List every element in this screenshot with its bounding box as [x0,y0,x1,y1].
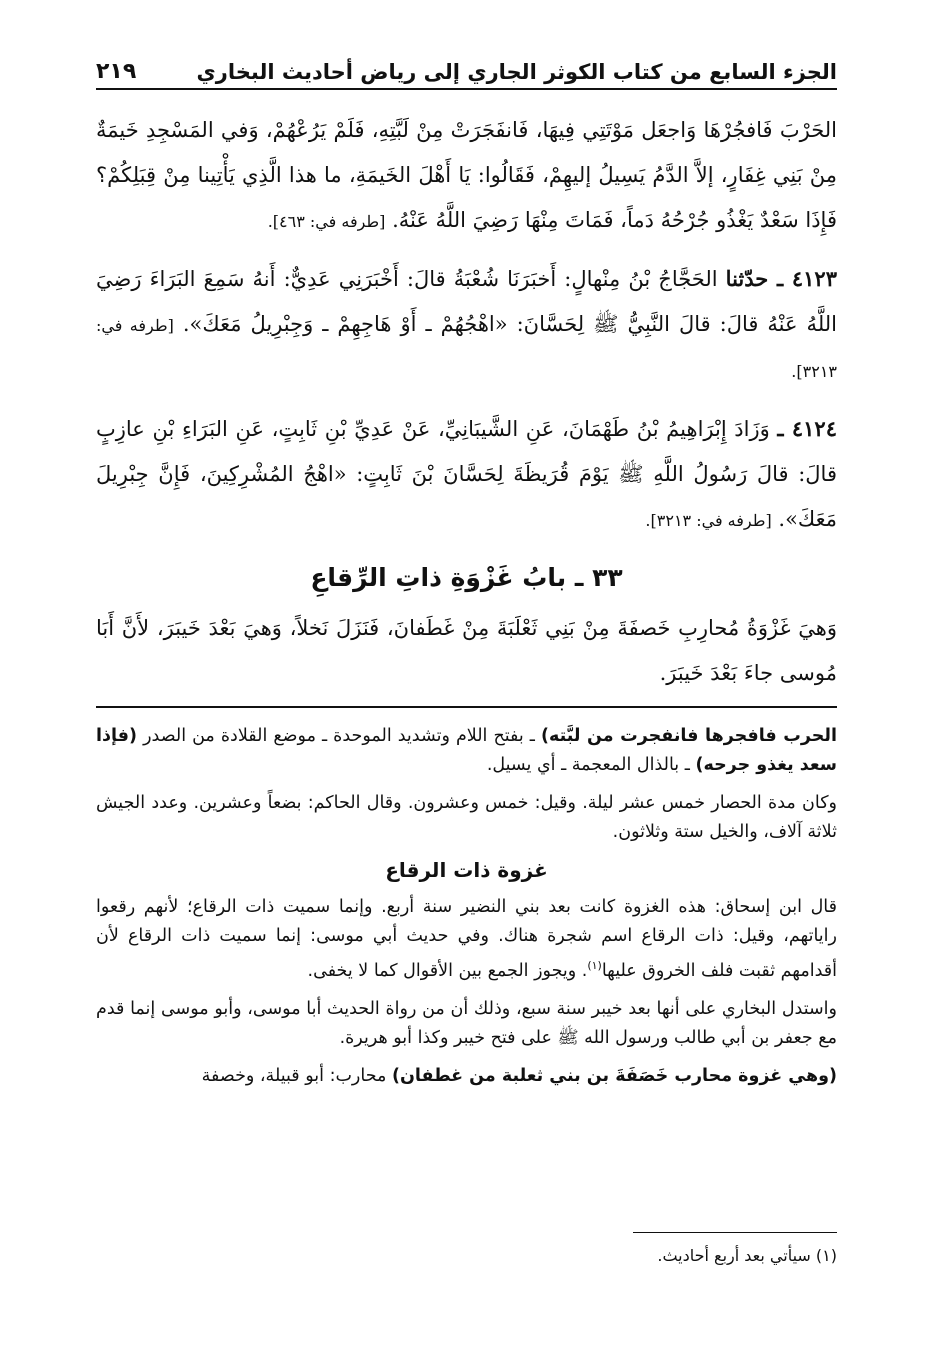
page-number: ٢١٩ [96,59,137,84]
page-header [96,44,837,90]
chapter-intro: وَهيَ غَزْوَةُ مُحارِبِ خَصفَةَ مِنْ بَنِي ثَعْلَبَةَ مِنْ غَطَفانَ، فَنَزَلَ نَخلاً، وَهيَ بَعْدَ خَيبَرَ، لأَنَّ أَبَا مُوسى جاءَ بَعْدَ خَيبَرَ. [96,616,837,685]
cross-reference: [طرفه في: ٣٢١٣]. [645,511,772,530]
cross-reference: [طرفه في: ٤٦٣]. [267,212,386,231]
chapter-heading: ٣٣ ـ بابُ غَزْوَةِ ذاتِ الرِّقاعِ [310,563,623,592]
commentary-paragraph: واستدل البخاري على أنها بعد خيبر سنة سبع، وذلك أن من رواة الحديث أبا موسى، وأبو موسى إنما قدم مع جعفر بن أبي طالب ورسول الله ﷺ على فتح خيبر وكذا أبو هريرة. [96,998,837,1048]
commentary-paragraph: وكان مدة الحصار خمس عشر ليلة. وقيل: خمس وعشرون. وقال الحاكم: بضعاً وعشرين. وعدد الجيش ثلاثة آلاف، والخيل ستة وثلاثون. [96,793,837,842]
quoted-phrase: (وهي غزوة محارب خَصَفَةَ بن بني ثعلبة من غطفان) [391,1065,837,1086]
commentary-text: محارب: أبو قبيلة، وخصفة [201,1065,387,1086]
commentary-text: ـ بفتح اللام وتشديد الموحدة ـ موضع القلادة من الصدر [143,726,535,746]
text-commentary-divider [96,706,837,708]
hadith-text: الحَجَّاجُ بْنُ مِنْهالٍ: أَخبَرَنَا شُعْبَةُ قالَ: أَخْبَرَنِي عَدِيٌّ: أَنهُ سَمِعَ البَرَاءَ رَضِيَ اللَّهُ عَنْهُ قالَ: قالَ النَّبِيُّ ﷺ لِحَسَّانَ: «اهْجُهُمْ ـ أَوْ هَاجِهِمْ ـ وَجِبْرِيلُ مَعَكَ». [96,267,837,336]
commentary-paragraph [96,1062,837,1091]
commentary-subheading: غزوة ذات الرقاع [385,858,548,882]
hadith-4123 [96,256,837,394]
commentary-paragraph [96,722,837,780]
hadith-text: الحَرْبَ فَافجُرْهَا وَاجعَل مَوْتَتِي فِيهَا، فَانفَجَرَتْ مِنْ لَبَّتِهِ، فَلَمْ يَرُعْهُمْ، وَفي المَسْجِدِ خَيمَةٌ مِنْ بَنِي غِفَارٍ، إلاَّ الدَّمُ يَسِيلُ إليهِمْ، فَقَالُوا: يَا أَهْلَ الخَيمَةِ، ما هذا الَّذِي يَأْتِينا مِنْ قِبَلِكُمْ؟ فَإِذَا سَعْدٌ يَغْذُو جُرْحُهُ دَماً، فَمَاتَ مِنْهَا رَضِيَ اللَّهُ عَنْهُ. [96,118,837,232]
hadith-text: وَزَادَ إِبْرَاهِيمُ بْنُ طَهْمَانَ، عَنِ الشَّيبَانِيِّ، عَنْ عَدِيِّ بْنِ ثَابِتٍ، عَنِ البَرَاءِ بْنِ عازِبٍ قالَ: قالَ رَسُولُ اللَّهِ ﷺ يَوْمَ قُرَيظَةَ لِحَسَّانَ بْنَ ثَابِتٍ: «اهْجُ المُشْرِكِينَ، فَإِنَّ جِبْرِيلَ مَعَكَ». [96,417,837,531]
commentary-text: قال ابن إسحاق: هذه الغزوة كانت بعد بني النضير سنة أربع. وإنما سميت ذات الرقاع؛ لأنهم رقعوا راياتهم، وقيل: ذات الرقاع اسم شجرة هناك. وفي حديث أبي موسى: إنما سميت ذات الرقاع لأن أقدامهم ثقبت فلف الخروق عليها [96,897,837,981]
commentary-text: . ويجوز الجمع بين الأقوال كما لا يخفى. [307,960,588,981]
quoted-phrase: (فإذا سعد يغذو جرحه) [96,726,837,775]
footnote-rule [633,1232,837,1233]
commentary [96,722,837,1100]
main-text [96,108,837,708]
quoted-phrase: الحرب فافجرها فانفجرت من لبَّته) [540,726,837,746]
running-title: الجزء السابع من كتاب الكوثر الجاري إلى رياض أحاديث البخاري [196,60,837,84]
hadith-number: ٤١٢٤ ـ [777,416,837,441]
commentary-text: ـ بالذال المعجمة ـ أي يسيل. [486,755,690,775]
commentary-paragraph [96,893,837,986]
hadith-continuation [96,108,837,244]
footnote: (١) سيأتي بعد أربع أحاديث. [657,1246,837,1265]
hadith-4124 [96,406,837,543]
hadith-number: ٤١٢٣ ـ حدّثنا [725,266,837,291]
cross-reference: [طرفه في: ٣٢١٣]. [96,316,837,381]
footnote-marker: (١) [587,959,602,972]
